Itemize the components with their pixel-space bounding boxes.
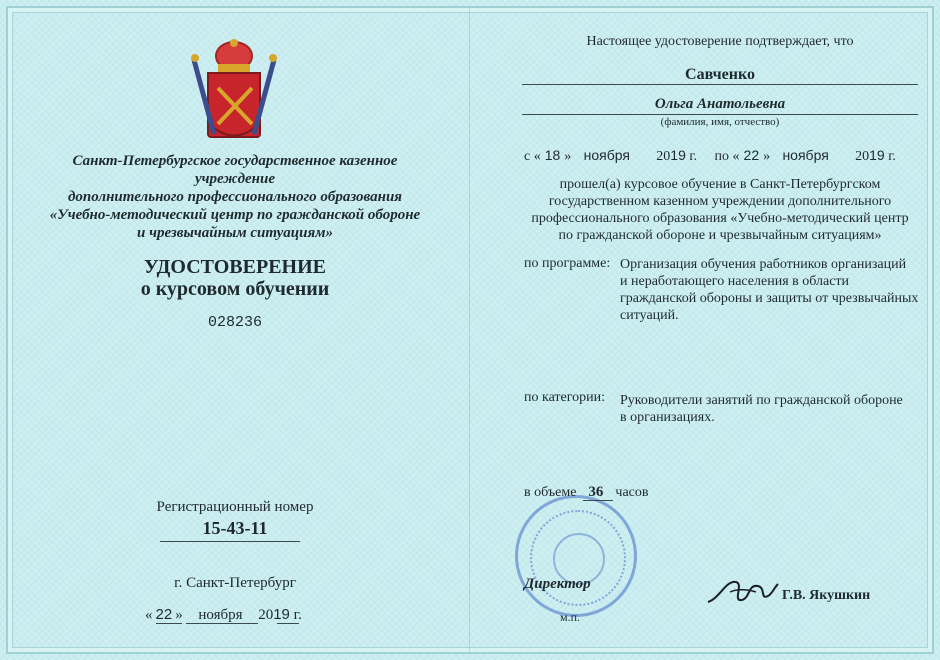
institution-line-1: Санкт-Петербургское государственное казенное учреждение: [72, 153, 398, 187]
category-text: Руководители занятий по гражданской обороне в организациях.: [620, 393, 903, 425]
issue-day: 22: [155, 606, 173, 623]
director-label: Директор: [524, 576, 591, 592]
seal-label: м.п.: [560, 610, 581, 624]
intro-text: Настоящее удостоверение подтверждает, что: [586, 34, 854, 49]
registration-underline: [160, 541, 300, 542]
course-description: прошел(а) курсовое обучение в Санкт-Петербургском государственном казенном учреждении дополнительного профессионального образования «Учебно-методический центр по гражданской обороне и чрезвычайным ситуациям»: [531, 177, 909, 243]
volume: в объеме 36 часов: [524, 484, 649, 500]
volume-hours: 36: [588, 484, 604, 500]
signature-icon: [702, 570, 782, 610]
period-to-month: ноября: [782, 147, 829, 163]
registration-label: Регистрационный номер: [156, 499, 314, 515]
institution-name: [40, 152, 430, 242]
program-text: Организация обучения работников организаций и неработающего населения в области гражданской обороны и защиты от чрезвычайных ситуаций.: [620, 257, 919, 323]
period-from-day: 18: [544, 147, 561, 163]
coat-of-arms-icon: [188, 38, 280, 148]
surname: Савченко: [685, 66, 755, 83]
institution-line-3: «Учебно-методический центр по гражданской обороне: [49, 207, 421, 223]
document-subtitle: о курсовом обучении: [140, 278, 330, 300]
issue-date: « 22 » ноября 2019 г.: [145, 606, 302, 623]
page-fold: [469, 8, 470, 652]
institution-line-4: и чрезвычайным ситуациям»: [136, 225, 333, 241]
name-patronymic: Ольга Анатольевна: [654, 96, 786, 112]
period-to-day: 22: [743, 147, 760, 163]
category-label: по категории:: [524, 390, 606, 405]
training-period: с « 18 » ноября 2019 г. по « 22 » ноября 2019 г.: [524, 147, 896, 164]
institution-line-2: дополнительного профессионального образования: [67, 189, 403, 205]
director-name: Г.В. Якушкин: [782, 588, 871, 603]
issue-city: г. Санкт-Петербург: [174, 575, 296, 591]
fio-caption: (фамилия, имя, отчество): [660, 116, 780, 128]
registration-number: 15-43-11: [202, 518, 268, 538]
issue-year: 19: [273, 606, 290, 623]
program-label: по программе:: [524, 256, 611, 271]
document-number: 028236: [207, 314, 262, 331]
issue-month: ноября: [198, 607, 243, 623]
document-title: УДОСТОВЕРЕНИЕ: [144, 256, 326, 278]
period-from-month: ноября: [583, 147, 630, 163]
seal-stamp: [515, 495, 637, 617]
